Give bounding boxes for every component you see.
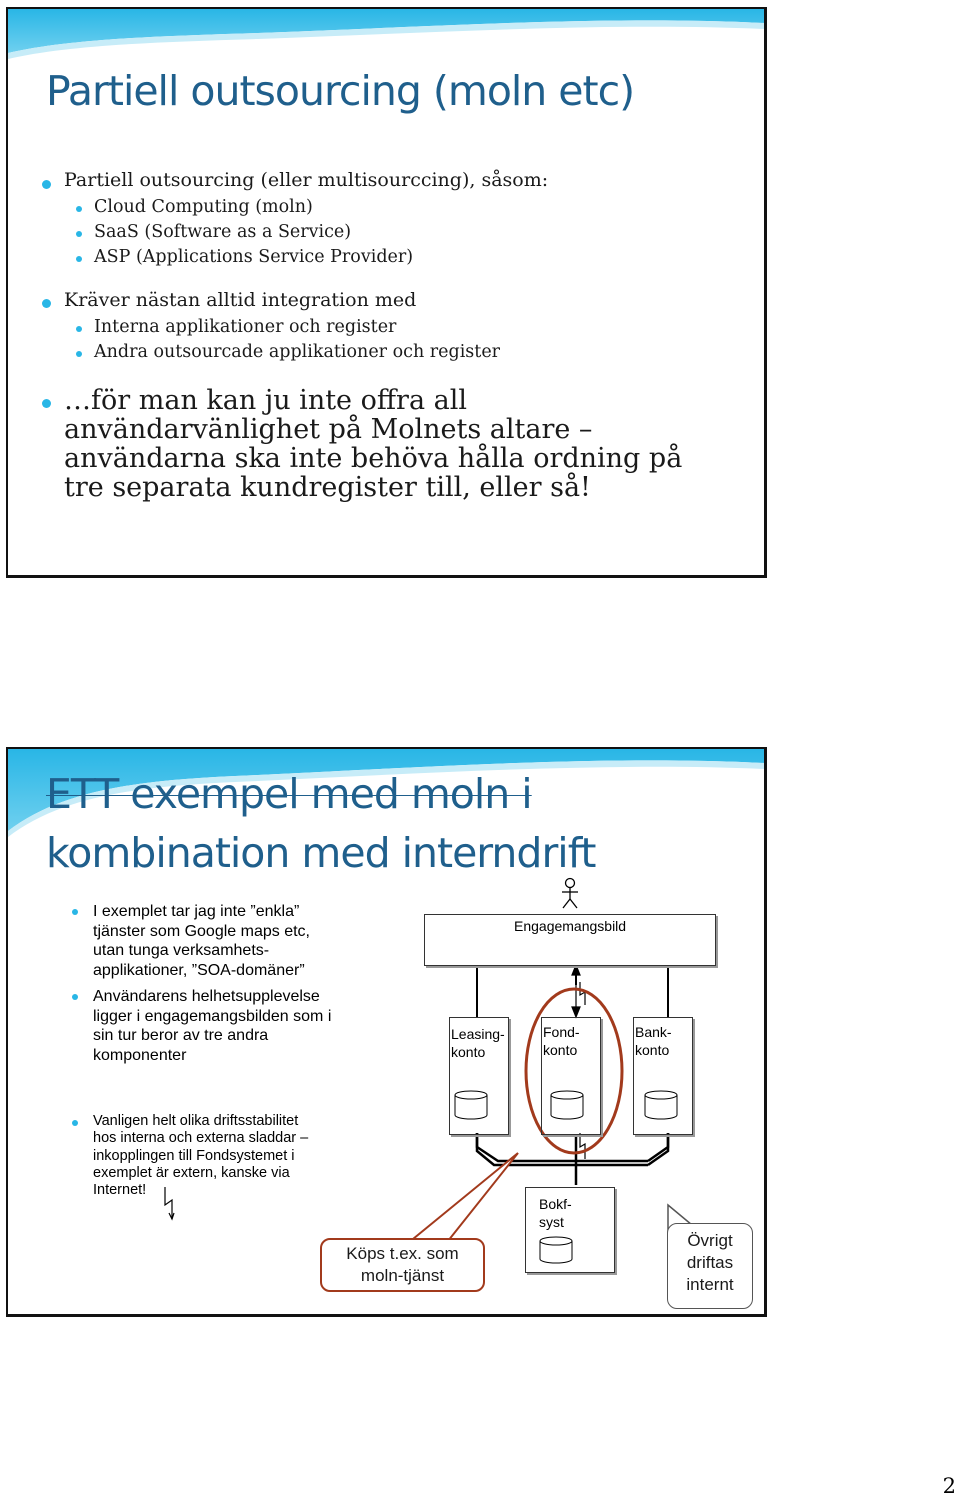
bullet-line: Användarens helhetsupplevelse (93, 988, 320, 1005)
fund-label-2: konto (543, 1042, 578, 1058)
sub-bullet-dot (76, 326, 82, 332)
emphasis-line: användarna ska inte behöva hålla ordning på (64, 443, 683, 474)
sub-bullet-dot (76, 256, 82, 262)
bullet-line: komponenter (93, 1046, 187, 1064)
slide-title: Partiell outsourcing (moln etc) (46, 67, 635, 115)
page-number: 2 (942, 1474, 956, 1498)
callout-line: internt (686, 1275, 734, 1294)
bullet-line: sin tur beror av tre andra (93, 1027, 269, 1044)
lightning-icon (165, 1187, 174, 1219)
title-line-1: ETT exempel med moln i (46, 770, 532, 818)
bullet-line: hos interna och externa sladdar – (93, 1130, 309, 1147)
bookkeeping-label-2: syst (539, 1214, 564, 1230)
sub-bullet-text: ASP (Applications Service Provider) (94, 247, 414, 267)
emphasis-line: tre separata kundregister till, eller så! (64, 472, 591, 503)
bank-label-2: konto (635, 1042, 670, 1058)
bullet-line: inkopplingen till Fondsystemet i (93, 1147, 295, 1164)
callout-line: Övrigt (687, 1231, 733, 1250)
bullet-line: I exemplet tar jag inte ”enkla” (93, 903, 300, 920)
engagement-label: Engagemangsbild (514, 918, 627, 934)
sub-bullet-text: SaaS (Software as a Service) (94, 222, 352, 242)
bullet-line: utan tunga verksamhets- (93, 942, 270, 959)
sub-bullet-text: Interna applikationer och register (94, 317, 397, 337)
bullet-line: applikationer, ”SOA-domäner” (93, 961, 305, 979)
bullet-line: Vanligen helt olika driftsstabilitet (93, 1113, 299, 1129)
cloud-service-callout (320, 1238, 485, 1292)
leasing-label-1: Leasing- (451, 1026, 505, 1042)
bullet-dot (42, 299, 51, 308)
slide-partial-outsourcing (6, 7, 767, 578)
internal-operation-callout (667, 1223, 753, 1309)
header-wave-decoration (8, 9, 764, 69)
callout-line: Köps t.ex. som (346, 1244, 459, 1263)
bullet-line: exemplet är extern, kanske via (93, 1164, 290, 1181)
sub-bullet-text: Andra outsourcade applikationer och register (94, 342, 501, 362)
sub-bullet-dot (76, 351, 82, 357)
bookkeeping-label-1: Bokf- (539, 1196, 572, 1212)
bullet-line: tjänster som Google maps etc, (93, 922, 310, 940)
sub-bullet-dot (76, 231, 82, 237)
emphasis-line: användarvänlighet på Molnets altare – (64, 414, 593, 445)
bullet-line: Internet! (93, 1182, 147, 1199)
title-line-2: kombination med interndrift (46, 829, 596, 877)
sub-bullet-dot (76, 206, 82, 212)
sub-bullet-text: Cloud Computing (moln) (94, 197, 313, 217)
user-icon (562, 879, 578, 909)
bullet-dot (42, 180, 51, 189)
fund-label-1: Fond- (543, 1024, 580, 1040)
bullet-text: Partiell outsourcing (eller multisourccing), såsom: (64, 169, 549, 191)
emphasis-line: …för man kan ju inte offra all (64, 385, 468, 416)
bullet-line: ligger i engagemangsbilden som i (93, 1007, 332, 1025)
slide-cloud-example (6, 747, 767, 1317)
callout-line: moln-tjänst (360, 1266, 445, 1285)
callout-line: driftas (686, 1253, 734, 1272)
bullet-text: Kräver nästan alltid integration med (64, 289, 417, 311)
bullet-dot (42, 399, 51, 408)
leasing-label-2: konto (451, 1044, 486, 1060)
bank-label-1: Bank- (635, 1024, 672, 1040)
